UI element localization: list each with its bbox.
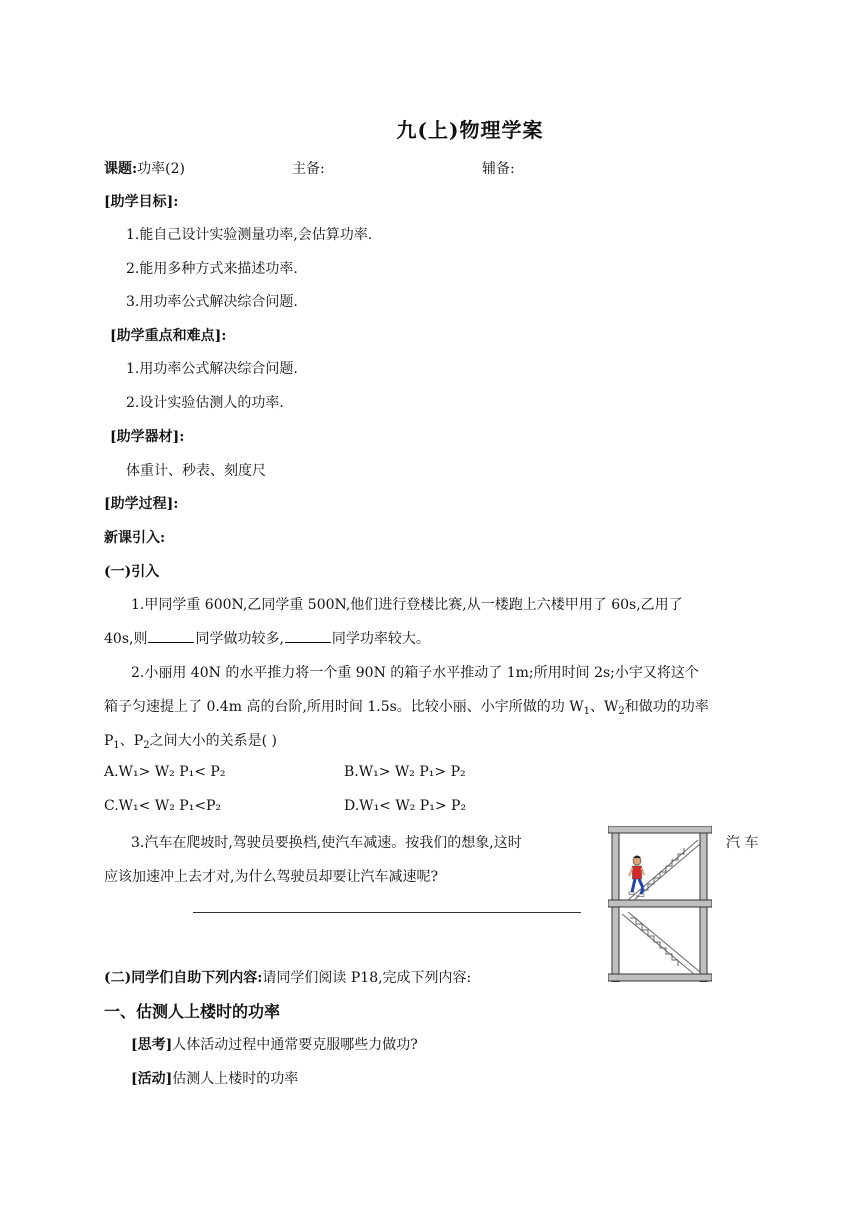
activity-tag: [活动]	[131, 1071, 173, 1087]
key-point-item: 1.用功率公式解决综合问题.	[126, 361, 298, 377]
option-c[interactable]: C.W₁< W₂ P₁<P₂	[104, 798, 222, 814]
think-tag: [思考]	[131, 1037, 173, 1053]
middle-beam	[608, 900, 712, 907]
answer-blank[interactable]	[285, 629, 331, 643]
topic-value: 功率(2)	[137, 161, 186, 177]
top-beam	[608, 826, 712, 833]
question-2-line-2: 箱子匀速提上了 0.4m 高的台阶,所用时间 1.5s。比较小丽、小宇所做的功 $W_1$、$W_2$和做功的功率	[104, 699, 709, 717]
topic-line	[104, 158, 185, 178]
assist-author-label: 辅备:	[482, 161, 515, 177]
activity-text: 估测人上楼时的功率	[172, 1071, 299, 1087]
think-text: 人体活动过程中通常要克服哪些力做功?	[172, 1037, 418, 1053]
goal-item: 3.用功率公式解决综合问题.	[126, 294, 298, 310]
section-1-heading: 一、估测人上楼时的功率	[104, 1002, 281, 1021]
equipment-heading: [助学器材]:	[110, 429, 185, 445]
process-heading: [助学过程]:	[104, 496, 179, 512]
question-3-line-1b: 汽 车	[726, 835, 759, 851]
topic-label: 课题:	[104, 161, 138, 177]
question-2-line-1: 2.小丽用 40N 的水平推力将一个重 90N 的箱子水平推动了 1m;所用时间 2s;小宇又将这个	[131, 665, 699, 681]
answer-line[interactable]	[193, 912, 581, 913]
equipment-text: 体重计、秒表、刻度尺	[126, 463, 266, 479]
part2-text: 请同学们阅读 P18,完成下列内容:	[262, 970, 472, 986]
new-lesson-heading: 新课引入:	[104, 530, 166, 546]
staircase-figure	[608, 826, 712, 982]
question-1-line-1: 1.甲同学重 600N,乙同学重 500N,他们进行登楼比赛,从一楼跑上六楼甲用了 60s,乙用了	[131, 597, 683, 613]
option-b[interactable]: B.W₁> W₂ P₁> P₂	[344, 764, 466, 780]
answer-blank[interactable]	[148, 629, 194, 643]
part1-heading: (一)引入	[104, 564, 160, 580]
goal-item: 1.能自己设计实验测量功率,会估算功率.	[126, 227, 373, 243]
key-points-heading: [助学重点和难点]:	[110, 328, 227, 344]
page-title: 九(上)物理学案	[396, 118, 544, 142]
question-1-line-2: 40s,则 同学做功较多, 同学功率较大。	[104, 631, 430, 647]
question-3-line-1a: 3.汽车在爬坡时,驾驶员要换档,使汽车减速。按我们的想象,这时	[131, 835, 522, 851]
question-3-line-2: 应该加速冲上去才对,为什么驾驶员却要让汽车减速呢?	[104, 869, 438, 885]
frame	[608, 826, 712, 982]
bottom-beam	[608, 974, 712, 981]
lead-author-label: 主备:	[292, 161, 325, 177]
think-line	[131, 1034, 418, 1054]
part2-line	[104, 967, 471, 987]
option-d[interactable]: D.W₁< W₂ P₁> P₂	[344, 798, 467, 814]
activity-line	[131, 1068, 298, 1088]
question-2-line-3: $P_1$、$P_2$之间大小的关系是( )	[104, 733, 277, 751]
goals-heading: [助学目标]:	[104, 194, 179, 210]
goal-item: 2.能用多种方式来描述功率.	[126, 261, 298, 277]
key-point-item: 2.设计实验估测人的功率.	[126, 395, 284, 411]
lower-stairs	[622, 912, 700, 974]
option-a[interactable]: A.W₁> W₂ P₁< P₂	[104, 764, 226, 780]
climbing-person-icon	[629, 856, 644, 897]
part2-heading: (二)同学们自助下列内容:	[104, 970, 263, 986]
